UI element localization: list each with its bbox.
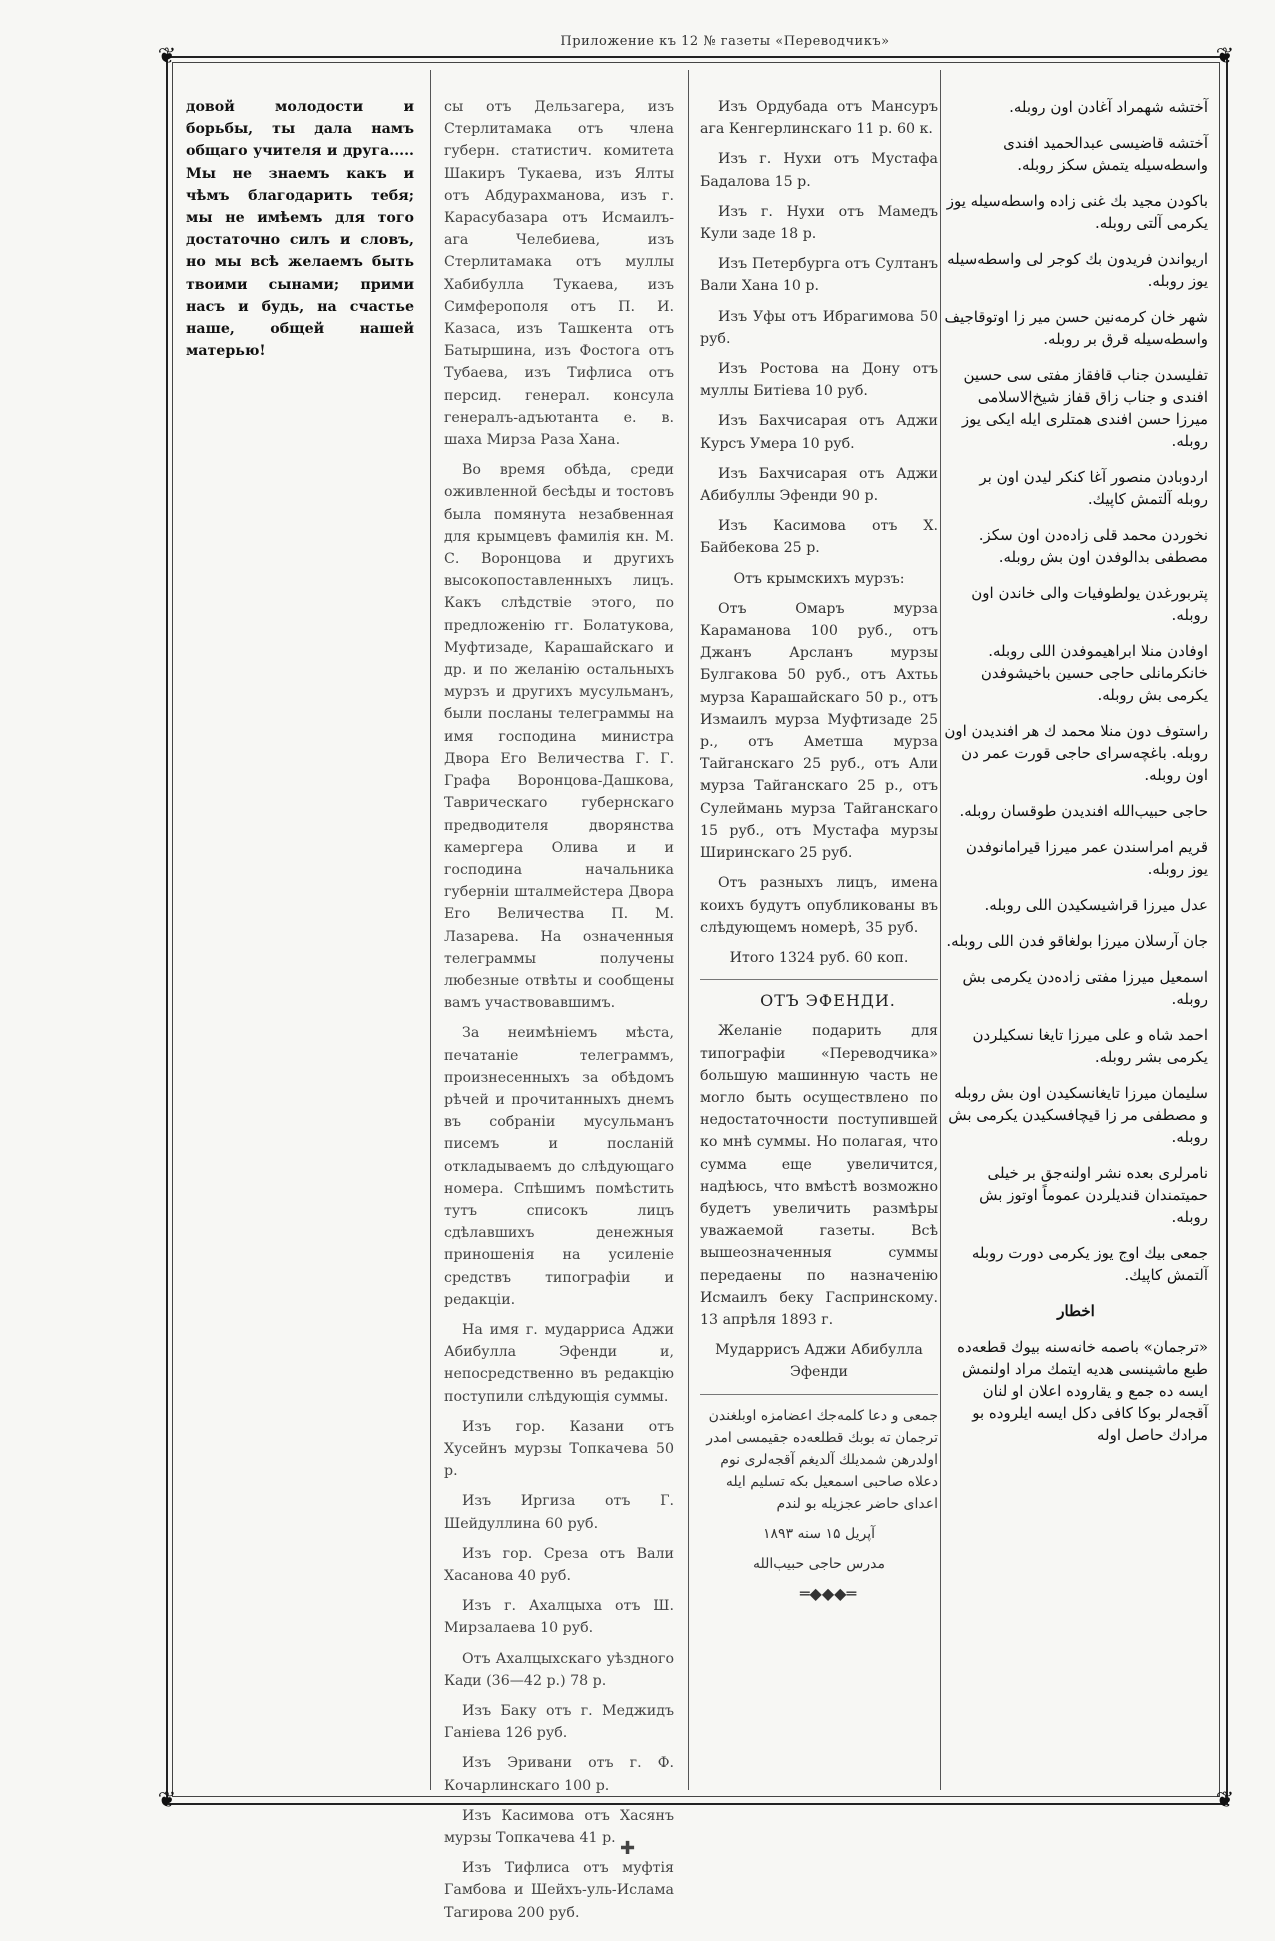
- donation-entry: Изъ Ордубада отъ Мансуръ ага Кенгерлинскаго 11 р. 60 к.: [700, 99, 938, 138]
- running-head: Приложение къ 12 № газеты «Переводчикъ»: [560, 34, 890, 49]
- donation-entry: Изъ Уфы отъ Ибрагимова 50 руб.: [700, 308, 938, 347]
- donation-entry: Отъ Ахалцыхскаго уѣздного Кади (36—42 р.) 78 р.: [444, 1650, 674, 1689]
- section-heading-effendi: ОТЪ ЭФЕНДИ.: [760, 991, 896, 1011]
- end-ornament: ═◆◆◆═: [799, 1583, 857, 1603]
- subheading-crimean-murzas: Отъ крымскихъ мурзъ:: [733, 570, 905, 587]
- donation-entry: Отъ Омаръ мурза Карамановa 100 руб., отъ Джанъ Арсланъ мурзы Булгакова 50 руб., отъ Ахтьь мурза Карашайскаго 50 р., отъ Измаилъ мурза Муфтизаде 25 р., отъ Аметша мурза Тайганскаго 25 руб., отъ Али мурза Тайганскаго 25 р., отъ Сулеймань мурза Тайганскаго 15 руб., отъ Мустафа мурзы Ширинскаго 25 руб.: [700, 600, 938, 862]
- donation-entry-turkish: اردوبادن منصور آغا كنكر لیدن اون بر روبله آلتمش كاپیك.: [979, 468, 1208, 508]
- column-rule-1: [430, 70, 431, 1790]
- donation-entry-turkish: باكودن مجید بك غنی زاده واسطه‌سیله یوز یكرمی آلتی روبله.: [946, 192, 1208, 232]
- donation-entry-turkish: حاجی حبیب‌الله افندیدن طوقسان روبله.: [959, 802, 1208, 820]
- donation-entry: Изъ г. Нухи отъ Мустафа Бадалова 15 р.: [700, 151, 938, 190]
- donation-entry: Изъ Ростова на Дону отъ муллы Битіева 10 руб.: [700, 361, 938, 400]
- column-1: [186, 96, 414, 1786]
- donation-entry-turkish: اریواندن فریدون بك كوجر لی واسطه‌سیله یوز روبله.: [947, 250, 1208, 290]
- donation-entry: Изъ г. Нухи отъ Мамедъ Кули заде 18 р.: [700, 203, 938, 243]
- column-rule-3: [940, 70, 941, 1790]
- donation-entry-turkish: اوفادن منلا ابراهیموفدن اللی روبله. خانكرمانلی حاجی حسین باخیشوفدن یكرمی بش روبله.: [980, 642, 1208, 704]
- donation-entry-turkish: آختشه شهمراد آغادن اون روبله.: [1009, 98, 1208, 116]
- donation-entry-turkish: پتربورغدن یولطوفیات والی خاندن اون روبله.: [971, 584, 1208, 624]
- donation-entry: Отъ разныхъ лицъ, имена коихъ будутъ опубликованы въ слѣдующемъ номерѣ, 35 руб.: [700, 875, 938, 936]
- donation-entry: Изъ гор. Среза отъ Вали Хасанова 40 руб.: [444, 1545, 674, 1584]
- column-rule-2: [688, 70, 689, 1790]
- donation-entry: Изъ Эривани отъ г. Ф. Кочарлинскаго 100 р.: [444, 1755, 674, 1794]
- donation-entry-turkish: آختشه قاضیسی عبدالحمید افندی واسطه‌سیله یتمش سكز روبله.: [1003, 134, 1208, 174]
- donation-entry-turkish: راستوف دون منلا محمد ك هر افندیدن اون روبله. باغچه‌سرای حاجی قورت عمر دن اون روبله.: [944, 722, 1208, 784]
- col2-paragraph: На имя г. мударриса Аджи Абибулла Эфенди и, непосредственно въ редакцію поступили слѣдующія суммы.: [444, 1321, 674, 1405]
- donation-entry-turkish: قریم امراسندن عمر میرزا قیرامانوفدن یوز روبله.: [965, 838, 1208, 878]
- donation-entry-turkish: تفلیسدن جناب قافقاز مفتی سی حسین افندی و جناب زاق قفاز شیخ‌الاسلامی میرزا حسن افندی همتلری ایله ایكی یوز روبله.: [961, 366, 1208, 450]
- donation-entry: Изъ г. Ахалцыха отъ Ш. Мирзалаева 10 руб.: [444, 1598, 674, 1637]
- col2-paragraph: сы отъ Дельзагера, изъ Стерлитамака отъ члена губерн. статистич. комитета Шакиръ Тукаева, изъ Ялты отъ Абдурахманова, изъ г. Карасубазара отъ Исмаилъ-ага Челебиева, изъ Стерлитамака отъ муллы Хабибулла Тукаева, изъ Симферополя отъ П. И. Казаса, изъ Ташкента отъ Батыршина, изъ Фостога отъ Тубаева, изъ Тифлиса отъ персид. генерал. консула генералъ-адъютанта е. в. шаха Мирза Раза Хана.: [444, 99, 674, 449]
- effendi-statement: Желаніе подарить для типографіи «Переводчика» большую машинную часть не могло быть осуществлено по недостаточности поступившей ко мнѣ суммы. Но полагая, что сумма еще увеличится, надѣюсь, что вмѣстѣ возможно будетъ увеличить размѣры уважаемой газеты. Всѣ вышеозначенныя суммы передаены по назначенію Исмаилъ беку Гаспринскому. 13 апрѣля 1893 г.: [700, 1023, 938, 1328]
- donation-entry: Изъ Тифлиса отъ муфтія Гамбова и Шейхъ-уль-Ислама Тагирова 200 руб.: [444, 1860, 674, 1921]
- donation-entry-turkish: جان آرسلان میرزا بولغاقو فدن اللی روبله.: [946, 932, 1208, 950]
- donation-entry: Изъ Бахчисарая отъ Аджи Абибуллы Эфенди 90 р.: [700, 465, 938, 505]
- corner-ornament-top-left: ❦: [157, 44, 177, 69]
- arabic-date: آپریل ۱۵ سنه ۱۸۹۳: [763, 1525, 875, 1542]
- donation-entry-turkish: نامرلری بعده نشر اولنه‌جق بر خیلی حمیتمندان قندیلردن عموماً اوتوز بش روبله.: [979, 1164, 1208, 1226]
- donation-entry-turkish: عدل میرزا قراشیسكیدن اللی روبله.: [984, 896, 1208, 914]
- notice-text-turkish: «ترجمان» باصمه خانه‌سنه بیوك قطعه‌ده طبع ماشینسی هدیه ایتمك مراد اولنمش ایسه ده جمع و یقاروده اعلان او لنان آقجه‌لر بوكا كافی دكل ایسه ایلروده بو مرادك حاصل اوله: [957, 1338, 1208, 1444]
- column-2: [444, 96, 674, 1921]
- section-divider: [700, 979, 938, 980]
- col2-paragraph: За неимѣніемъ мѣста, печатаніе телеграммъ, произнесенныхъ за обѣдомъ рѣчей и прочитанныхъ днемъ въ собраніи мусульманъ писемъ и посланій откладываемъ до слѣдующаго номера. Спѣшимъ помѣстить тутъ списокъ лицъ сдѣлавшихъ денежныя приношенія на усиленіе средствъ типографіи и редакціи.: [444, 1025, 674, 1308]
- section-divider: [700, 1394, 938, 1395]
- bottom-mark: ✚: [620, 1838, 636, 1859]
- donation-entry-turkish: احمد شاه و علی میرزا تایغا نسكیلردن یكرمی بشر روبله.: [972, 1026, 1208, 1066]
- column-4: [944, 96, 1208, 1796]
- arabic-signature: مدرس حاجی حبیب‌الله: [753, 1555, 885, 1572]
- corner-ornament-top-right: ❦: [1215, 44, 1235, 69]
- donation-entry: Изъ гор. Казани отъ Хусейнъ мурзы Топкачева 50 р.: [444, 1418, 674, 1480]
- corner-ornament-bottom-right: ❦: [1215, 1788, 1235, 1813]
- donation-entry-turkish: شهر خان كرمه‌نین حسن میر زا اوتوقاجیف واسطه‌سیله قرق بر روبله.: [944, 308, 1208, 348]
- signature: Мударрисъ Аджи Абибулла Эфенди: [715, 1342, 923, 1381]
- corner-ornament-bottom-left: ❦: [157, 1788, 177, 1813]
- donation-total-turkish: جمعی بیك اوج یوز یكرمی دورت روبله آلتمش كاپیك.: [971, 1244, 1208, 1284]
- donation-entry: Изъ Касимова отъ Х. Байбекова 25 р.: [700, 518, 938, 557]
- donation-entry: Изъ Касимова отъ Хасянъ мурзы Топкачева 41 р.: [444, 1807, 674, 1847]
- col2-paragraph: Во время обѣда, среди оживленной бесѣды и тостовъ была помянута незабвенная для крымцевъ фамилія кн. М. С. Воронцова и другихъ высокопоставленныхъ лицъ. Какъ слѣдствіе этого, по предложенію гг. Болатукова, Муфтизаде, Карашайскаго и др. и по желанію остальныхъ мурзъ и другихъ мусульманъ, были посланы телеграммы на имя господина министра Двора Его Величества Г. Г. Графа Воронцова-Дашкова, Таврическаго губернскаго предводителя дворянства камергера Олива и и господина начальника губерніи шталмейстера Двора Его Величества П. М. Лазарева. На означенныя телеграммы получены любезные отвѣты и сообщены вамъ участвовавшимъ.: [444, 462, 674, 1012]
- donation-entry-turkish: سلیمان میرزا تایغانسكیدن اون بش روبله و مصطفی مر زا قیچافسكیدن یكرمی بش روبله.: [948, 1084, 1208, 1146]
- donation-entry: Изъ Баку отъ г. Меджидъ Ганіева 126 руб.: [444, 1703, 674, 1742]
- arabic-statement: جمعی و دعا كلمه‌جك اعضامزه اوبلغندن ترجمان ته بوبك قطلعه‌ده جقيمسی امدر اولدرهن شمدیلك آلدیغم آقجه‌لری نوم دعلاه صاحبی اسمعیل بكه تسلیم ایله اعدای حاضر عجزیله بو لندم: [706, 1407, 938, 1512]
- notice-heading-turkish: اخطار: [1057, 1302, 1095, 1320]
- donation-entry: Изъ Петербурга отъ Султанъ Вали Хана 10 р.: [700, 256, 938, 295]
- col1-paragraph: довой молодости и борьбы, ты дала намъ общаго учителя и друга..... Мы не знаемъ какъ и чѣмъ благодарить тебя; мы не имѣемъ для того достаточно силъ и словъ, но мы всѣ желаемъ быть твоими сынами; прими насъ и будь, на счастье наше, общей нашей матерью!: [186, 99, 414, 360]
- donation-entry: Изъ Бахчисарая отъ Аджи Курсъ Умера 10 руб.: [700, 413, 938, 452]
- donation-entry-turkish: نخوردن محمد قلی زاده‌دن اون سكز. مصطفی بدالوفدن اون بش روبله.: [978, 526, 1208, 566]
- donation-entry: Изъ Иргиза отъ Г. Шейдуллина 60 руб.: [444, 1493, 674, 1532]
- donation-entry-turkish: اسمعیل میرزا مفتی زاده‌دن یكرمی بش روبله.: [962, 968, 1208, 1008]
- donation-total: Итого 1324 руб. 60 коп.: [729, 949, 909, 966]
- column-3: [700, 96, 938, 1786]
